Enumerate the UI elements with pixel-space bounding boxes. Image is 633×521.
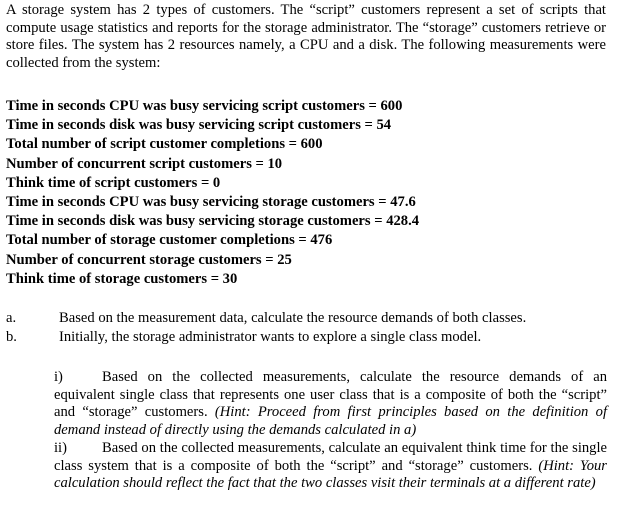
subquestion-ii xyxy=(54,440,607,493)
subquestion-text: Based on the collected measurements, calculate an equivalent think time for the single class system that is a composite of both the “script” and “storage” customers. xyxy=(54,439,607,474)
measurement-item: Think time of storage customers = 30 xyxy=(6,270,238,287)
measurement-item: Total number of storage customer completions = 476 xyxy=(6,232,333,249)
question-marker: a. xyxy=(6,310,17,326)
question-text: Based on the measurement data, calculate the resource demands of both classes. xyxy=(59,310,527,326)
question-text: Initially, the storage administrator wants to explore a single class model. xyxy=(59,329,482,345)
measurement-item: Total number of script customer completions = 600 xyxy=(6,136,323,153)
question-list xyxy=(6,309,606,347)
measurement-item: Number of concurrent script customers = 10 xyxy=(6,155,283,172)
question-b xyxy=(6,328,606,347)
subquestion-list xyxy=(54,369,607,493)
measurement-item: Time in seconds disk was busy servicing script customers = 54 xyxy=(6,117,392,134)
measurement-item: Time in seconds CPU was busy servicing storage customers = 47.6 xyxy=(6,194,416,211)
measurement-list xyxy=(6,97,606,289)
intro-paragraph: A storage system has 2 types of customers. The “script” customers represent a set of scripts that compute usage statistics and reports for the storage administrator. The “storage” customers retrieve or store files. The system has 2 resources namely, a CPU and a disk. The following measurements were collected from the system: xyxy=(6,2,606,71)
subquestion-marker: ii) xyxy=(54,439,67,456)
subquestion-text: Based on the collected measurements, calculate the resource demands of an equivalent single class that represents one user class that is a composite of both the “script” and “storage” customers. xyxy=(54,369,607,421)
measurement-item: Number of concurrent storage customers = 25 xyxy=(6,251,292,268)
question-marker: b. xyxy=(6,329,17,345)
subquestion-marker: i) xyxy=(54,369,63,385)
question-a xyxy=(6,309,606,328)
measurement-item: Time in seconds CPU was busy servicing script customers = 600 xyxy=(6,98,403,114)
measurement-item: Think time of script customers = 0 xyxy=(6,174,221,191)
subquestion-hint: (Hint: Proceed from first principles based on the definition of demand instead of directly using the demands calculated in a) xyxy=(54,404,607,439)
measurement-item: Time in seconds disk was busy servicing storage customers = 428.4 xyxy=(6,213,420,230)
subquestion-hint: (Hint: Your calculation should reflect the fact that the two classes visit their terminals at a different rate) xyxy=(54,457,607,492)
problem-intro xyxy=(6,2,606,72)
subquestion-i xyxy=(54,369,607,440)
